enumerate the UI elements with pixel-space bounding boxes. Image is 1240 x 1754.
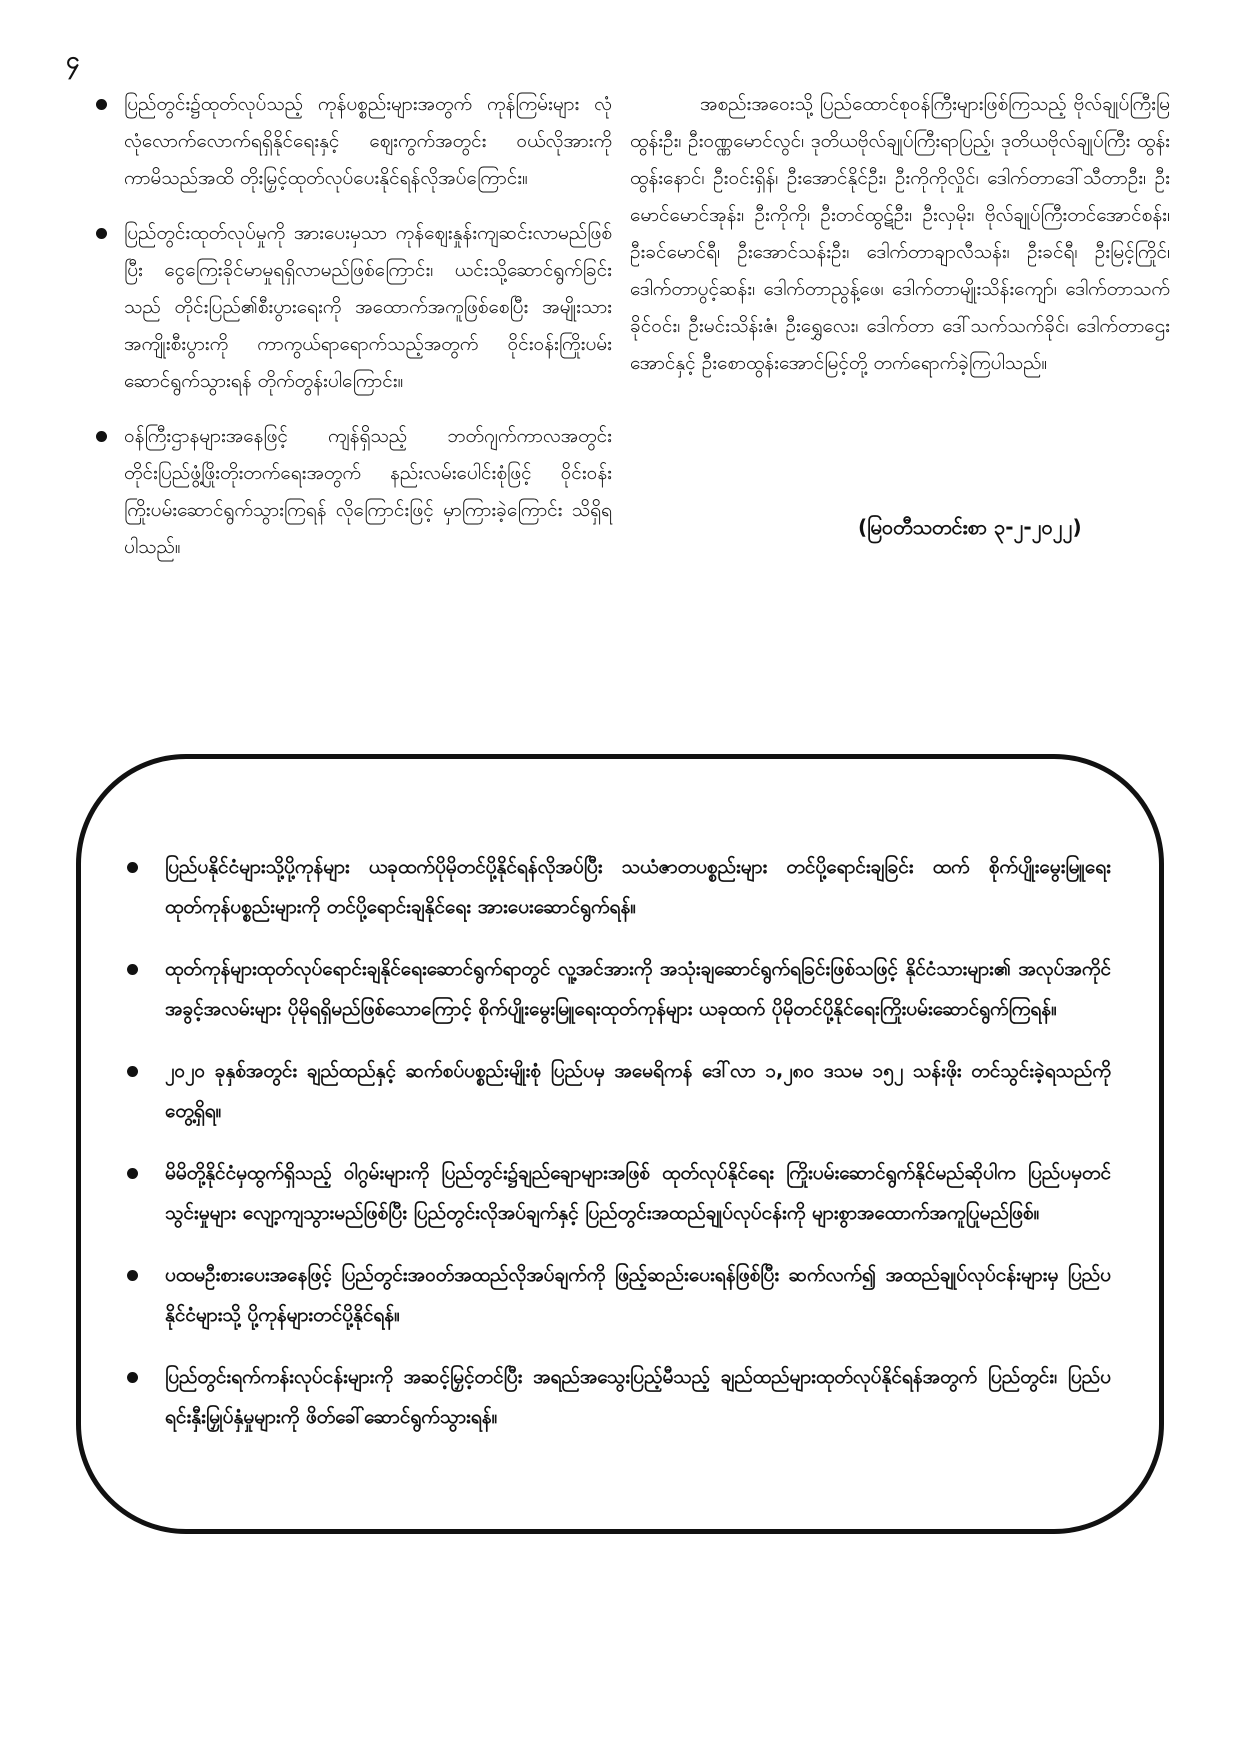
list-item bbox=[92, 215, 612, 400]
list-item-text: ပြည်တွင်းရက်ကန်းလုပ်ငန်းများကို အဆင့်မြှင့်တင်ပြီး အရည်အသွေးပြည့်မီသည့် ချည်ထည်များထုတ်လုပ်နိုင်ရန်အတွက် ပြည်တွင်း၊ ပြည်ပရင်းနှီးမြှုပ်နှံမှုများကို ဖိတ်ခေါ်ဆောင်ရွက်သွားရန်။ bbox=[165, 1366, 1111, 1428]
list-item bbox=[92, 86, 612, 197]
summary-box bbox=[76, 754, 1164, 1534]
bullet-icon bbox=[127, 1066, 138, 1077]
list-item bbox=[121, 1357, 1111, 1437]
summary-bullet-list bbox=[121, 847, 1111, 1459]
right-column bbox=[630, 86, 1170, 382]
list-item-text: ပထမဦးစားပေးအနေဖြင့် ပြည်တွင်းအဝတ်အထည်လိုအပ်ချက်ကို ဖြည့်ဆည်းပေးရန်ဖြစ်ပြီး ဆက်လက်၍ အထည်ချုပ်လုပ်ငန်းများမှ ပြည်ပနိုင်ငံများသို့ ပို့ကုန်များတင်ပို့နိုင်ရန်။ bbox=[165, 1264, 1111, 1326]
left-bullet-list bbox=[92, 86, 612, 566]
attendees-paragraph: အစည်းအဝေးသို့ ပြည်ထောင်စုဝန်ကြီးများဖြစ်ကြသည့် ဗိုလ်ချုပ်ကြီးမြထွန်းဦး၊ ဦးဝဏ္ဏမောင်လွင်၊ ဒုတိယဗိုလ်ချုပ်ကြီးရာပြည့်၊ ဒုတိယဗိုလ်ချုပ်ကြီး ထွန်းထွန်းနောင်၊ ဦးဝင်းရှိန်၊ ဦးအောင်နိုင်ဦး၊ ဦးကိုကိုလှိုင်၊ ဒေါက်တာဒေါ်သီတာဦး၊ ဦးမောင်မောင်အုန်း၊ ဦးကိုကို၊ ဦးတင်ထွဋ်ဦး၊ ဦးလှမိုး၊ ဗိုလ်ချုပ်ကြီးတင်အောင်စန်း၊ ဦးခင်မောင်ရီ၊ ဦးအောင်သန်းဦး၊ ဒေါက်တာချာလီသန်း၊ ဦးခင်ရီ၊ ဦးမြင့်ကြိုင်၊ ဒေါက်တာပွင့်ဆန်း၊ ဒေါက်တာညွန့်ဖေ၊ ဒေါက်တာမျိုးသိန်းကျော်၊ ဒေါက်တာသက်ခိုင်ဝင်း၊ ဦးမင်းသိန်းဇံ၊ ဦးရွှေလေး၊ ဒေါက်တာ ဒေါ်သက်သက်ခိုင်၊ ဒေါက်တာဌေးအောင်နှင့် ဦးစောထွန်းအောင်မြင့်တို့ တက်ရောက်ခဲ့ကြပါသည်။ bbox=[630, 93, 1170, 374]
bullet-icon bbox=[96, 99, 107, 110]
list-item bbox=[92, 418, 612, 566]
list-item bbox=[121, 1051, 1111, 1131]
list-item-text: ၂၀၂၀ ခုနှစ်အတွင်း ချည်ထည်နှင့် ဆက်စပ်ပစ္စည်းမျိုးစုံ ပြည်ပမှ အမေရိကန် ဒေါ်လာ ၁,၂၈၀ ဒသမ ၁၅၂ သန်းဖိုး တင်သွင်းခဲ့ရသည်ကို တွေ့ရှိရ။ bbox=[165, 1060, 1111, 1122]
bullet-icon bbox=[96, 228, 107, 239]
bullet-icon bbox=[127, 1372, 138, 1383]
list-item bbox=[121, 1153, 1111, 1233]
bullet-icon bbox=[127, 1270, 138, 1281]
list-item-text: ပြည်တွင်းထုတ်လုပ်မှုကို အားပေးမှသာ ကုန်ဈေးနှုန်းကျဆင်းလာမည်ဖြစ်ပြီး ငွေကြေးခိုင်မာမှုရရှိလာမည်ဖြစ်ကြောင်း၊ ယင်းသို့ဆောင်ရွက်ခြင်းသည် တိုင်းပြည်၏စီးပွားရေးကို အထောက်အကူဖြစ်စေပြီး အမျိုးသားအကျိုးစီးပွားကို ကာကွယ်ရာရောက်သည့်အတွက် ဝိုင်းဝန်းကြိုးပမ်းဆောင်ရွက်သွားရန် တိုက်တွန်းပါကြောင်း။ bbox=[124, 222, 612, 392]
bullet-icon bbox=[96, 431, 107, 442]
list-item bbox=[121, 1255, 1111, 1335]
list-item bbox=[121, 847, 1111, 927]
list-item-text: ထုတ်ကုန်များထုတ်လုပ်ရောင်းချနိုင်ရေးဆောင်ရွက်ရာတွင် လူ့အင်အားကို အသုံးချဆောင်ရွက်ရခြင်းဖြစ်သဖြင့် နိုင်ငံသားများ၏ အလုပ်အကိုင်အခွင့်အလမ်းများ ပိုမိုရရှိမည်ဖြစ်သောကြောင့် စိုက်ပျိုးမွေးမြူရေးထုတ်ကုန်များ ယခုထက် ပိုမိုတင်ပို့နိုင်ရေးကြိုးပမ်းဆောင်ရွက်ကြရန်။ bbox=[165, 958, 1111, 1020]
page-number: ၄ bbox=[66, 46, 80, 74]
list-item bbox=[121, 949, 1111, 1029]
source-citation: (မြဝတီသတင်းစာ ၃-၂-၂၀၂၂) bbox=[858, 515, 1082, 539]
list-item-text: ဝန်ကြီးဌာနများအနေဖြင့် ကျန်ရှိသည့် ဘတ်ဂျက်ကာလအတွင်း တိုင်းပြည်ဖွံ့ဖြိုးတိုးတက်ရေးအတွက် နည်းလမ်းပေါင်းစုံဖြင့် ဝိုင်းဝန်းကြိုးပမ်းဆောင်ရွက်သွားကြရန် လိုကြောင်းဖြင့် မှာကြားခဲ့ကြောင်း သိရှိရပါသည်။ bbox=[124, 425, 612, 558]
bullet-icon bbox=[127, 964, 138, 975]
left-column bbox=[92, 86, 612, 584]
list-item-text: ပြည်ပနိုင်ငံများသို့ပို့ကုန်များ ယခုထက်ပိုမိုတင်ပို့နိုင်ရန်လိုအပ်ပြီး သယံဇာတပစ္စည်းများ တင်ပို့ရောင်းချခြင်း ထက် စိုက်ပျိုးမွေးမြူရေးထုတ်ကုန်ပစ္စည်းများကို တင်ပို့ရောင်းချနိုင်ရေး အားပေးဆောင်ရွက်ရန်။ bbox=[165, 856, 1111, 918]
bullet-icon bbox=[127, 862, 138, 873]
bullet-icon bbox=[127, 1168, 138, 1179]
list-item-text: ပြည်တွင်း၌ထုတ်လုပ်သည့် ကုန်ပစ္စည်းများအတွက် ကုန်ကြမ်းများ လုံလုံလောက်လောက်ရရှိနိုင်ရေးနှင့် ဈေးကွက်အတွင်း ဝယ်လိုအားကို ကာမိသည်အထိ တိုးမြှင့်ထုတ်လုပ်ပေးနိုင်ရန်လိုအပ်ကြောင်း။ bbox=[124, 93, 612, 189]
list-item-text: မိမိတို့နိုင်ငံမှထွက်ရှိသည့် ဝါဂွမ်းများကို ပြည်တွင်း၌ချည်ချောများအဖြစ် ထုတ်လုပ်နိုင်ရေး ကြိုးပမ်းဆောင်ရွက်နိုင်မည်ဆိုပါက ပြည်ပမှတင်သွင်းမှုများ လျော့ကျသွားမည်ဖြစ်ပြီး ပြည်တွင်းလိုအပ်ချက်နှင့် ပြည်တွင်းအထည်ချုပ်လုပ်ငန်းကို များစွာအထောက်အကူပြုမည်ဖြစ်။ bbox=[165, 1162, 1111, 1224]
